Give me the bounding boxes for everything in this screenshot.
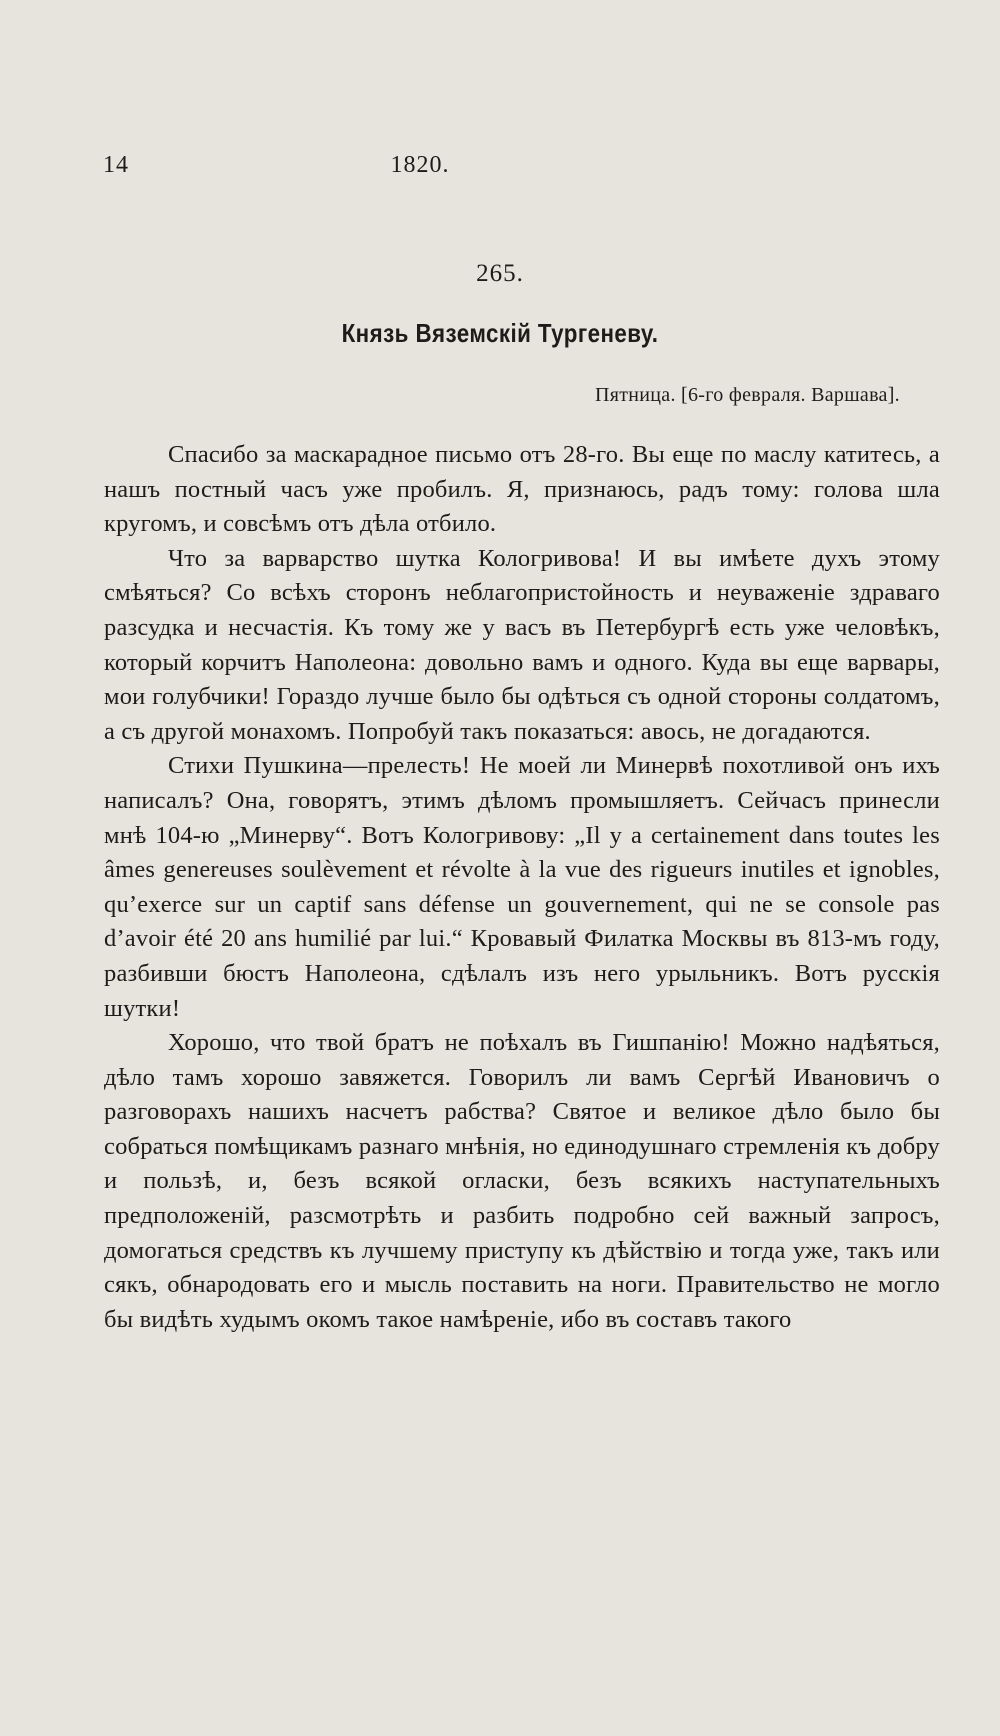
page-number: 14 — [103, 152, 129, 178]
letter-number: 265. — [476, 260, 524, 287]
letter-title: Князь Вяземскій Тургеневу. — [341, 318, 659, 348]
paragraph: Стихи Пушкина—прелесть! Не моей ли Минервѣ похотливой онъ ихъ написалъ? Она, говорятъ, этимъ дѣломъ промышляетъ. Сейчасъ принесли мнѣ 104-ю „Минерву“. Вотъ Кологривову: „Il y a certainement dans toutes les âmes genereuses soulèvement et révolte à la vue des rigueurs inutiles et ignobles, qu’exerce sur un captif sans défense un gouvernement, qui ne se console pas d’avoir été 20 ans humilié par lui.“ Кровавый Филатка Москвы въ 813-мъ году, разбивши бюстъ Наполеона, сдѣлалъ изъ него урыльникъ. Вотъ русскія шутки! — [104, 752, 940, 1022]
paragraph: Спасибо за маскарадное письмо отъ 28-го. Вы еще по маслу катитесь, а нашъ постный часъ уже пробилъ. Я, признаюсь, радъ тому: голова шла кругомъ, и совсѣмъ отъ дѣла отбило. — [104, 441, 940, 538]
letter-dateline: Пятница. [6-го февраля. Варшава]. — [594, 384, 900, 406]
paragraph: Что за варварство шутка Кологривова! И вы имѣете духъ этому смѣяться? Со всѣхъ сторонъ неблагопристойность и неуваженіе здраваго разсудка и несчастія. Къ тому же у васъ въ Петербургѣ есть уже человѣкъ, который корчитъ Наполеона: довольно вамъ и одного. Куда вы еще варвары, мои голубчики! Гораздо лучше было бы одѣться съ одной стороны солдатомъ, а съ другой монахомъ. Попробуй такъ показаться: авось, не догадаются. — [104, 544, 940, 745]
running-header — [100, 152, 940, 192]
letter-body — [104, 438, 940, 1337]
paragraph: Хорошо, что твой братъ не поѣхалъ въ Гишпанію! Можно надѣяться, дѣло тамъ хорошо завяжется. Говорилъ ли вамъ Сергѣй Ивановичъ о разговорахъ нашихъ насчетъ рабства? Святое и великое дѣло было бы собраться помѣщикамъ разнаго мнѣнія, но единодушнаго стремленія къ добру и пользѣ, и, безъ всякой огласки, безъ всякихъ наступательныхъ предположеній, разсмотрѣть и разбить подробно сей важный запросъ, домогаться средствъ къ лучшему приступу къ дѣйствію и тогда уже, такъ или сякъ, обнародовать его и мысль поставить на ноги. Правительство не могло бы видѣть худымъ окомъ такое намѣреніе, ибо въ составъ такого — [104, 1029, 940, 1333]
running-year: 1820. — [390, 152, 450, 178]
